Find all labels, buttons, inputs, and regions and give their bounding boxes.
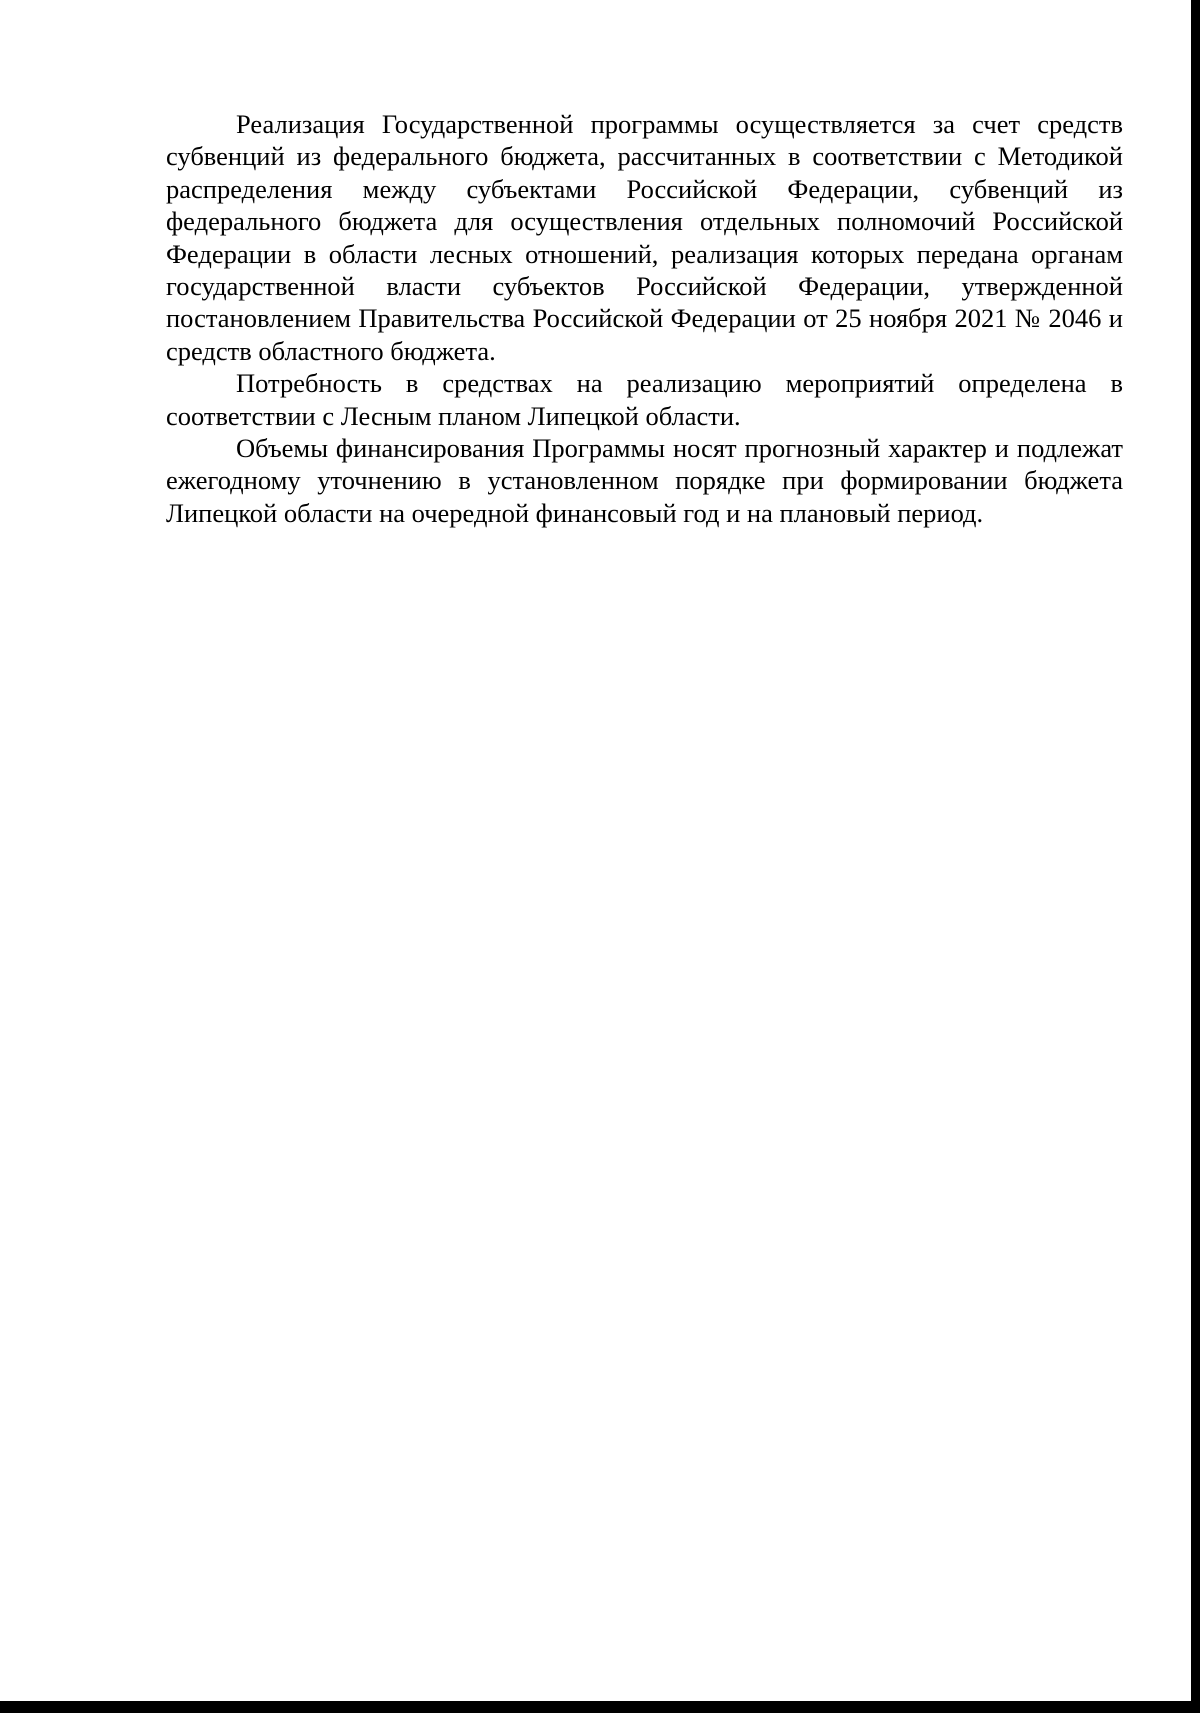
paragraph-funding-sources: Реализация Государственной программы осуществляется за счет средств субвенций из федерального бюджета, рассчитанных в соответствии с Методикой распределения между субъектами Российской Федерации, субвенций из федерального бюджета для осуществления отдельных полномочий Российской Федерации в области лесных отношений, реализация которых передана органам государственной власти субъектов Российской Федерации, утвержденной постановлением Правительства Российской Федерации от 25 ноября 2021 № 2046 и средств областного бюджета. (166, 109, 1123, 366)
paragraph-funding-volumes: Объемы финансирования Программы носят прогнозный характер и подлежат ежегодному уточнению в установленном порядке при формировании бюджета Липецкой области на очередной финансовый год и на плановый период. (166, 433, 1123, 528)
scan-border-right (1191, 0, 1200, 1713)
paragraph-funding-needs: Потребность в средствах на реализацию мероприятий определена в соответствии с Лесным планом Липецкой области. (166, 368, 1123, 431)
document-body (166, 108, 1123, 529)
scan-border-bottom (0, 1701, 1200, 1713)
